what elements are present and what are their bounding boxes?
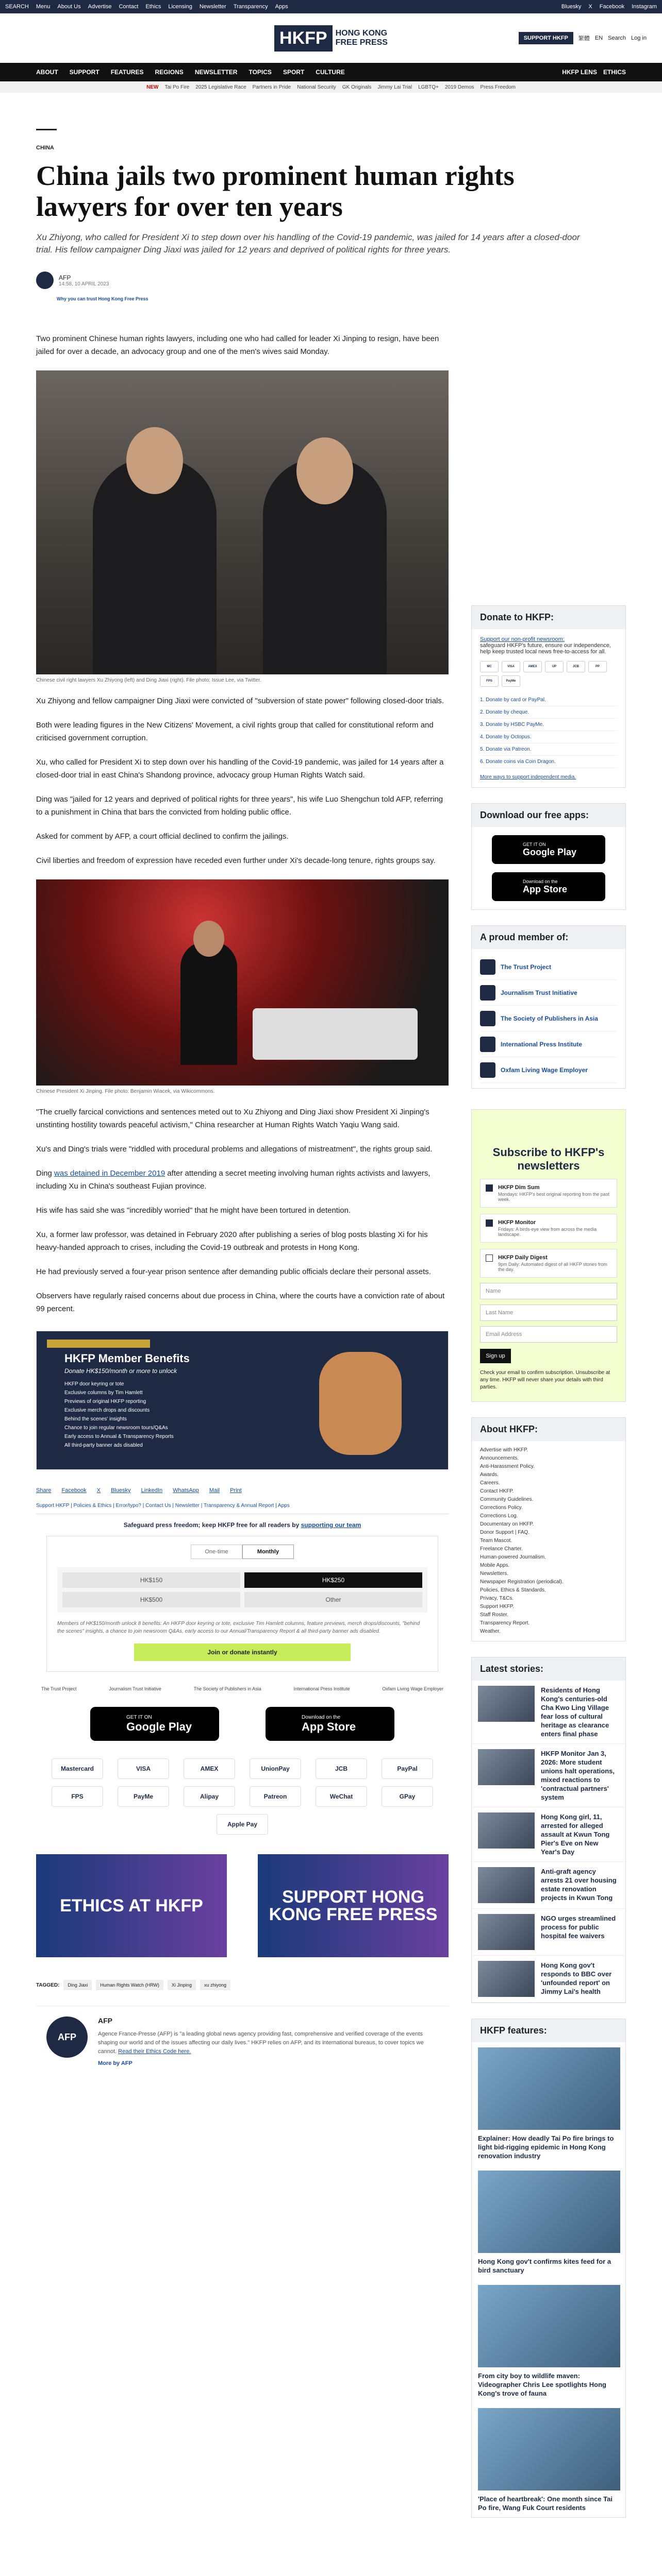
topbar-link[interactable]: Licensing (168, 4, 192, 10)
sidebar-about (471, 1417, 626, 1641)
trending-item[interactable]: GK Originals (342, 84, 372, 90)
topbar-link[interactable]: SEARCH (5, 4, 29, 10)
photo-face (296, 437, 353, 504)
ad-ribbon (47, 1340, 150, 1348)
donate-widget (46, 1536, 438, 1672)
photo-chairs (253, 1008, 418, 1060)
facebook-share[interactable]: Facebook (61, 1487, 87, 1494)
sidebar-donate (471, 605, 626, 788)
card-icon: JCB (567, 661, 585, 672)
ad-subtitle: Donate HK$150/month or more to unlock (64, 1367, 177, 1375)
trending-label: NEW (146, 84, 159, 90)
join-donate-button[interactable]: Join or donate instantly (134, 1643, 351, 1661)
signup-button[interactable]: Sign up (480, 1349, 511, 1363)
trending-item[interactable]: National Security (297, 84, 336, 90)
nav-item-newsletter[interactable]: NEWSLETTER (194, 69, 238, 76)
about-link[interactable]: Documentary on HKFP. (480, 1521, 534, 1527)
about-link[interactable]: Policies, Ethics & Standards. (480, 1587, 546, 1593)
nav-item-culture[interactable]: CULTURE (316, 69, 345, 76)
content-area (0, 301, 662, 2518)
author-bio: Agence France-Presse (AFP) is "a leading global news agency providing fast, comprehensive and verified coverage of the events shaping our world and of the issues affecting our daily lives." HKFP relies on AFP, and its international bureaus, to cover topics we cannot. Read their Ethics Code here. (98, 2031, 424, 2055)
bluesky-share[interactable]: Bluesky (111, 1487, 131, 1494)
category-label[interactable]: CHINA (36, 145, 54, 151)
payment-logo[interactable]: Patreon (250, 1786, 301, 1807)
about-link[interactable]: Privacy, T&Cs. (480, 1596, 514, 1601)
share-bar (36, 1487, 449, 1494)
amount-option[interactable]: HK$250 (244, 1572, 422, 1588)
benefit-item: Early access to Annual & Transparency Reports (64, 1434, 174, 1439)
payment-logo[interactable]: PayPal (382, 1758, 433, 1779)
checkbox[interactable] (486, 1219, 493, 1227)
feature-story[interactable]: From city boy to wildlife maven: Videographer Chris Lee spotlights Hong Kong's trove of fauna (472, 2280, 625, 2403)
instagram-icon[interactable]: Instagram (632, 4, 657, 10)
trending-item[interactable]: Jimmy Lai Trial (377, 84, 412, 90)
lang-zh-link[interactable]: 繁體 (578, 36, 590, 42)
bluesky-icon[interactable]: Bluesky (561, 4, 582, 10)
author-name[interactable]: AFP (59, 274, 71, 281)
author-avatar[interactable]: AFP (46, 2016, 88, 2058)
latest-story[interactable]: Residents of Hong Kong's centuries-old Cha Kwo Ling Village fear loss of cultural heritage as clearance enters final phase (472, 1681, 625, 1744)
support-button[interactable]: SUPPORT HKFP (519, 32, 573, 44)
title-rule (36, 129, 57, 130)
benefit-item: Behind the scenes' insights (64, 1416, 127, 1422)
card-icon: MC (480, 661, 499, 672)
payment-logo[interactable]: VISA (118, 1758, 169, 1779)
nav-item-sport[interactable]: SPORT (283, 69, 305, 76)
about-link[interactable]: Advertise with HKFP. (480, 1447, 528, 1453)
site-logo[interactable] (274, 25, 388, 52)
nav-item-features[interactable]: FEATURES (110, 69, 144, 76)
sidebar-members (471, 925, 626, 1089)
topbar-link[interactable]: Menu (36, 4, 51, 10)
feature-story[interactable]: Explainer: How deadly Tai Po fire brings to light bid-rigging epidemic in Hong Kong renovation industry (472, 2042, 625, 2165)
member-logo-icon (480, 1011, 495, 1026)
amount-option[interactable]: HK$150 (62, 1572, 240, 1588)
story-thumbnail[interactable] (478, 1914, 535, 1950)
topbar-link[interactable]: Contact (119, 4, 139, 10)
newsletter-option[interactable]: HKFP Daily Digest 9pm Daily: Automated digest of all HKFP stories from the day. (480, 1249, 617, 1278)
member-logo-icon (480, 959, 495, 975)
nav-item-topics[interactable]: TOPICS (249, 69, 272, 76)
about-link[interactable]: Careers. (480, 1480, 500, 1486)
trending-item[interactable]: Partners in Pride (252, 84, 291, 90)
donate-method-link[interactable]: 1. Donate by card or PayPal. (480, 694, 617, 706)
about-link[interactable]: Weather. (480, 1629, 501, 1634)
top-utility-bar (0, 0, 662, 13)
tag-chip[interactable]: Human Rights Watch (HRW) (96, 1980, 163, 1990)
feature-thumbnail[interactable] (478, 2171, 620, 2253)
trending-item[interactable]: 2025 Legislative Race (195, 84, 246, 90)
lead-photo (36, 370, 449, 674)
about-link[interactable]: Team Mascot. (480, 1538, 512, 1544)
donate-text: safeguard HKFP's future, ensure our independence, help keep trusted local news free-to-access for all. (480, 642, 611, 655)
latest-story[interactable]: HKFP Monitor Jan 3, 2026: More student unions halt operations, mixed reactions to 'contractual partners' system (472, 1744, 625, 1807)
about-link[interactable]: Announcements. (480, 1455, 519, 1461)
newsletter-signup (471, 1109, 626, 1402)
paragraph: Ding was "jailed for 12 years and deprived of political rights for three years", his wife Luo Shengchun told AFP, referring to a punishment in China that bars the convicted from holding public office. (36, 795, 443, 817)
nav-item-regions[interactable]: REGIONS (155, 69, 184, 76)
app-store-badges (36, 1707, 449, 1741)
trending-item[interactable]: LGBTQ+ (418, 84, 439, 90)
logo-wordmark: HONG KONG FREE PRESS (335, 29, 388, 47)
about-link[interactable]: Newsletters. (480, 1571, 509, 1577)
amount-option[interactable]: HK$500 (62, 1592, 240, 1607)
paragraph: Asked for comment by AFP, a court official declined to confirm the jailings. (36, 832, 289, 841)
feature-story[interactable]: Hong Kong gov't confirms kites feed for a bird sanctuary (472, 2165, 625, 2280)
print-share[interactable]: Print (230, 1487, 242, 1494)
donate-method-link[interactable]: 4. Donate by Octopus. (480, 731, 617, 743)
article-title: China jails two prominent human rights lawyers for over ten years (36, 160, 515, 222)
payment-logo[interactable]: GPay (382, 1786, 433, 1807)
payment-logo[interactable]: WeChat (316, 1786, 367, 1807)
byline (36, 272, 626, 289)
main-nav (0, 63, 662, 81)
story-thumbnail[interactable] (478, 1812, 535, 1849)
email-field[interactable]: Email Address (480, 1326, 617, 1343)
sidebar-latest (471, 1657, 626, 2003)
article-body (36, 301, 449, 2518)
linkedin-share[interactable]: LinkedIn (141, 1487, 163, 1494)
google-play-badge[interactable]: GET IT ON Google Play (90, 1707, 219, 1741)
support-newsroom-link[interactable]: Support our non-profit newsroom: (480, 636, 565, 642)
publish-date: 14:58, 10 APRIL 2023 (59, 281, 109, 287)
support-team-link[interactable]: supporting our team (301, 1521, 361, 1529)
more-by-author-link[interactable]: More by AFP (98, 2060, 133, 2066)
benefits-note: Members of HK$150/month unlock 8 benefits: An HKFP door keyring or tote, exclusive Tim Hamlett columns, feature previews, merch drops/discounts, "behind the scenes" insights, a chance to join newsroom Q&As, early access to our Annual/Transparency Report & all third-party banner ads disabled. (57, 1621, 420, 1634)
about-link[interactable]: Human-powered Journalism. (480, 1554, 546, 1560)
payment-logo[interactable]: JCB (316, 1758, 367, 1779)
about-link[interactable]: Freelance Charter. (480, 1546, 523, 1552)
donate-methods (480, 694, 617, 768)
paragraph: Ding was detained in December 2019 after attending a secret meeting involving human rights activists and lawyers, including Xu in China's southeast Fujian province. (36, 1169, 431, 1191)
member-item[interactable]: The Trust Project (480, 954, 617, 980)
about-link[interactable]: Corrections Log. (480, 1513, 518, 1519)
nav-item-lens[interactable]: HKFP LENS (562, 69, 597, 76)
topbar-link[interactable]: Apps (275, 4, 288, 10)
feature-thumbnail[interactable] (478, 2408, 620, 2490)
story-thumbnail[interactable] (478, 1961, 535, 1997)
newsletter-title: Subscribe to HKFP's newsletters (492, 1146, 605, 1172)
benefit-item: Exclusive columns by Tim Hamlett (64, 1390, 143, 1396)
paragraph: "The cruelly farcical convictions and sentences meted out to Xu Zhiyong and Ding Jiaxi show President Xi Jinping's unstinting hostility towards peaceful activism," China researcher at Human Rights Watch Yaqiu Wang said. (36, 1108, 429, 1129)
feature-story[interactable]: 'Place of heartbreak': One month since Tai Po fire, Wang Fuk Court residents (472, 2403, 625, 2517)
payment-methods (36, 1758, 449, 1835)
article-subtitle: Xu Zhiyong, who called for President Xi to step down over his handling of the Covid-19 pandemic, was jailed for 14 years after a closed-door trial. His fellow campaigner Ding Jiaxi was jailed for 12 years and deprived of political rights for three years. (36, 232, 580, 255)
tag-chip[interactable]: Ding Jiaxi (63, 1980, 92, 1990)
sidebar-heading: Latest stories: (472, 1657, 625, 1681)
paragraph: Xu, a former law professor, was detained in February 2020 after publishing a series of blog posts blasting Xi for his heavy-handed approach to crises, including the Covid-19 outbreak and protests in Hong Kong. (36, 1230, 428, 1252)
topbar-link[interactable]: Newsletter (199, 4, 226, 10)
card-icon: UP (545, 661, 564, 672)
author-box (36, 2006, 449, 2077)
about-link[interactable]: Anti-Harassment Policy. (480, 1464, 535, 1469)
tag-chip[interactable]: xu zhiyong (200, 1980, 230, 1990)
payment-logo[interactable]: AMEX (184, 1758, 235, 1779)
sidebar-heading: About HKFP: (472, 1418, 625, 1441)
payment-logo[interactable]: FPS (52, 1786, 103, 1807)
nav-item-support[interactable]: SUPPORT (69, 69, 100, 76)
app-store-badge[interactable]: Download on the App Store (492, 872, 605, 901)
ethics-promo[interactable]: ETHICS AT HKFP (36, 1854, 227, 1957)
about-link[interactable]: Community Guidelines. (480, 1497, 534, 1502)
paragraph: Civil liberties and freedom of expression have receded even further under Xi's decade-long tenure, rights groups say. (36, 856, 436, 865)
ethics-code-link[interactable]: Read their Ethics Code here. (118, 2048, 191, 2055)
benefit-item: HKFP door keyring or tote (64, 1381, 124, 1387)
card-icon: FPS (480, 675, 499, 687)
about-link[interactable]: Awards. (480, 1472, 499, 1478)
story-thumbnail[interactable] (478, 1867, 535, 1903)
inline-link[interactable]: was detained in December 2019 (54, 1169, 166, 1178)
member-logo[interactable]: Journalism Trust Initiative (109, 1686, 161, 1691)
lang-en-link[interactable]: EN (594, 35, 603, 41)
member-logo-icon (480, 985, 495, 1001)
member-item[interactable]: Journalism Trust Initiative (480, 980, 617, 1006)
member-logo[interactable]: Oxfam Living Wage Employer (382, 1686, 443, 1691)
mascot-illustration (319, 1352, 402, 1455)
about-link[interactable]: Donor Support | FAQ. (480, 1530, 529, 1535)
topbar-link[interactable]: Transparency (233, 4, 268, 10)
search-icon[interactable]: Search (608, 35, 626, 41)
checkbox[interactable] (486, 1184, 493, 1192)
photo-caption: Chinese civil right lawyers Xu Zhiyong (left) and Ding Jiaxi (right). File photo: Issue Lee, via Twitter. (36, 677, 261, 683)
safeguard-line: Safeguard press freedom; keep HKFP free for all readers by supporting our team (123, 1521, 361, 1529)
benefit-item: Chance to join regular newsroom tours/Q&As (64, 1425, 168, 1431)
feature-thumbnail[interactable] (478, 2285, 620, 2367)
about-link[interactable]: Corrections Policy. (480, 1505, 523, 1511)
tag-chip[interactable]: Xi Jinping (168, 1980, 196, 1990)
member-item[interactable]: The Society of Publishers in Asia (480, 1006, 617, 1031)
about-link[interactable]: Mobile Apps. (480, 1563, 510, 1568)
trending-bar (0, 81, 662, 93)
x-share[interactable]: X (96, 1487, 101, 1494)
sidebar-features (471, 2019, 626, 2518)
footer-links[interactable]: Support HKFP | Policies & Ethics | Error/typo? | Contact Us | Newsletter | Transparency & Annual Report | Apps (36, 1503, 449, 1514)
paragraph: He had previously served a four-year prison sentence after demanding public officials declare their personal assets. (36, 1267, 431, 1276)
checkbox[interactable] (486, 1255, 493, 1262)
google-play-badge[interactable]: GET IT ON Google Play (492, 835, 605, 864)
card-icon: PP (588, 661, 607, 672)
member-logo[interactable]: International Press Institute (293, 1686, 350, 1691)
benefit-item: All third-party banner ads disabled (64, 1443, 143, 1448)
masthead (0, 13, 662, 63)
card-icon: PayMe (502, 675, 520, 687)
xi-photo (36, 879, 449, 1086)
photo-face (126, 427, 183, 494)
facebook-icon[interactable]: Facebook (599, 4, 625, 10)
amount-grid (57, 1567, 427, 1613)
payment-logo[interactable]: UnionPay (250, 1758, 301, 1779)
member-logo-icon (480, 1037, 495, 1052)
promo-cards (36, 1854, 449, 1957)
topbar-link[interactable]: Advertise (88, 4, 112, 10)
sidebar-heading: Download our free apps: (472, 804, 625, 827)
about-link[interactable]: Staff Roster. (480, 1612, 508, 1618)
newsletter-note: Check your email to confirm subscription. Unsubscribe at any time. HKFP will never share your details with third parties. (480, 1370, 610, 1390)
sidebar-heading: A proud member of: (472, 926, 625, 949)
about-link[interactable]: Contact HKFP. (480, 1488, 514, 1494)
donate-method-link[interactable]: 6. Donate coins via Coin Dragon. (480, 756, 617, 768)
about-link[interactable]: Newspaper Registration (periodical). (480, 1579, 564, 1585)
sidebar (471, 301, 626, 2518)
payment-logo[interactable]: Mastercard (52, 1758, 103, 1779)
first-name-field[interactable]: Name (480, 1283, 617, 1299)
story-thumbnail[interactable] (478, 1686, 535, 1722)
paragraph: Xu Zhiyong and fellow campaigner Ding Jiaxi were convicted of "subversion of state power" following closed-door trials. (36, 697, 444, 705)
nav-item-ethics[interactable]: ETHICS (603, 69, 626, 76)
logo-mark: HKFP (274, 25, 333, 52)
donate-tabs (57, 1545, 427, 1559)
topbar-link[interactable]: About Us (57, 4, 81, 10)
login-link[interactable]: Log in (631, 35, 647, 41)
payment-logo[interactable]: Apple Pay (217, 1814, 268, 1835)
paragraph: His wife has said she was "incredibly worried" that he might have been tortured in detention. (36, 1206, 351, 1215)
x-icon[interactable]: X (588, 4, 592, 10)
sidebar-apps (471, 803, 626, 910)
photo-figure (180, 941, 237, 1065)
donate-method-link[interactable]: 2. Donate by cheque. (480, 706, 617, 719)
more-ways-link[interactable]: More ways to support independent media. (480, 774, 576, 780)
app-store-badge[interactable]: Download on the App Store (266, 1707, 394, 1741)
latest-story[interactable]: Hong Kong girl, 11, arrested for alleged assault at Kwun Tong Pier's Eve on New Year's Day (472, 1807, 625, 1862)
card-icon: VISA (502, 661, 520, 672)
nav-item-about[interactable]: ABOUT (36, 69, 58, 76)
latest-story[interactable]: NGO urges streamlined process for public hospital fee waivers (472, 1909, 625, 1956)
donate-method-link[interactable]: 3. Donate by HSBC PayMe. (480, 719, 617, 731)
member-item[interactable]: Oxfam Living Wage Employer (480, 1057, 617, 1083)
sidebar-heading: HKFP features: (472, 2019, 625, 2042)
photo-caption: Chinese President Xi Jinping. File photo: Benjamin Wiacek, via Wikicommons. (36, 1089, 215, 1094)
paragraph: Both were leading figures in the New Citizens' Movement, a civil rights group that called for constitutional reform and criticised government corruption. (36, 721, 434, 742)
trust-banner[interactable]: Why you can trust Hong Kong Free Press (57, 296, 148, 301)
benefit-item: Exclusive merch drops and discounts (64, 1408, 150, 1413)
paragraph: Two prominent Chinese human rights lawyers, including one who had called for leader Xi Jinping to resign, have been jailed for over a decade, an advocacy group and one of the men's wives said Monday. (36, 334, 439, 356)
newsletter-option[interactable]: HKFP Dim Sum Mondays: HKFP's best original reporting from the past week. (480, 1179, 617, 1208)
paragraph: Xu's and Ding's trials were "riddled with procedural problems and allegations of mistreatment", the rights group said. (36, 1145, 433, 1154)
member-logo[interactable]: The Trust Project (41, 1686, 77, 1691)
whatsapp-share[interactable]: WhatsApp (173, 1487, 199, 1494)
last-name-field[interactable]: Last Name (480, 1304, 617, 1321)
payment-logo[interactable]: PayMe (118, 1786, 169, 1807)
author-avatar[interactable] (36, 272, 54, 289)
mail-share[interactable]: Mail (209, 1487, 220, 1494)
tag-list (36, 1980, 449, 1990)
amount-option[interactable]: Other (244, 1592, 422, 1607)
ad-title: HKFP Member Benefits (64, 1352, 190, 1365)
tagged-label: TAGGED: (36, 1982, 60, 1988)
topbar-link[interactable]: Ethics (145, 4, 161, 10)
trending-item[interactable]: 2019 Demos (444, 84, 474, 90)
trending-item[interactable]: Press Freedom (480, 84, 516, 90)
trending-item[interactable]: Tai Po Fire (164, 84, 190, 90)
newsletter-option[interactable]: HKFP Monitor Fridays: A birds-eye view from across the media landscape. (480, 1214, 617, 1243)
member-logos (36, 1686, 449, 1691)
paragraph: Xu, who called for President Xi to step down over his handling of the Covid-19 pandemic, was jailed for 14 years after a closed-door trial in east China's Shandong province, advocacy group Human Rights Watch said. (36, 758, 444, 779)
story-thumbnail[interactable] (478, 1749, 535, 1785)
paragraph: Observers have regularly raised concerns about due process in China, where the courts have a conviction rate of about 99 percent. (36, 1292, 445, 1313)
card-logos (480, 661, 617, 687)
member-item[interactable]: International Press Institute (480, 1031, 617, 1057)
card-icon: AMEX (523, 661, 542, 672)
sidebar-heading: Donate to HKFP: (472, 606, 625, 629)
share-label[interactable]: Share (36, 1487, 52, 1494)
about-link[interactable]: Support HKFP. (480, 1604, 514, 1609)
payment-logo[interactable]: Alipay (184, 1786, 235, 1807)
benefit-item: Previews of original HKFP reporting (64, 1399, 146, 1404)
member-logo-icon (480, 1062, 495, 1078)
member-benefits-ad[interactable] (36, 1331, 449, 1470)
photo-face (193, 921, 224, 957)
tab-one-time[interactable]: One-time (191, 1545, 242, 1559)
feature-thumbnail[interactable] (478, 2047, 620, 2130)
latest-story[interactable]: Anti-graft agency arrests 21 over housing estate renovation projects in Kwun Tong (472, 1862, 625, 1909)
about-link[interactable]: Transparency Report. (480, 1620, 530, 1626)
author-box-name[interactable]: AFP (98, 2016, 112, 2025)
support-promo[interactable]: SUPPORT HONG KONG FREE PRESS (258, 1854, 449, 1957)
donate-method-link[interactable]: 5. Donate via Patreon. (480, 743, 617, 756)
latest-story[interactable]: Hong Kong gov't responds to BBC over 'unfounded report' on Jimmy Lai's health (472, 1956, 625, 2003)
tab-monthly[interactable]: Monthly (242, 1545, 294, 1559)
member-logo[interactable]: The Society of Publishers in Asia (193, 1686, 261, 1691)
